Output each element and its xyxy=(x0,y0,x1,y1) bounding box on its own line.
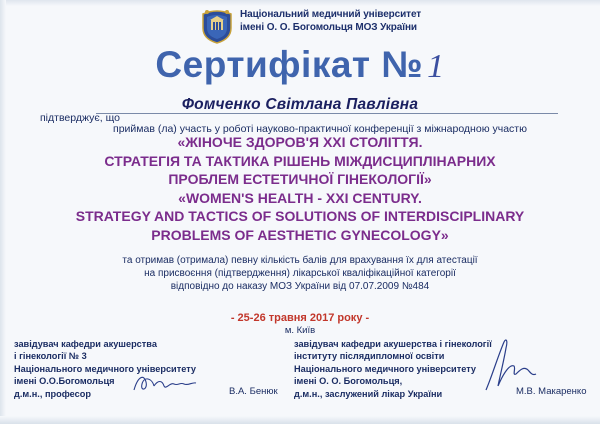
certificate-title xyxy=(0,44,600,86)
paper-edge-bottom xyxy=(0,416,600,424)
points-line-3: відповідно до наказу МОЗ України від 07.07.2009 №484 xyxy=(170,280,430,292)
left-signatory-name: В.А. Бенюк xyxy=(229,386,278,397)
university-name-line1: Національний медичний університет xyxy=(240,9,422,20)
participation-text: приймав (ла) участь у роботі науково-практичної конференції з міжнародною участю xyxy=(113,123,527,135)
left-signatory-line-2: і гінекології № 3 xyxy=(14,351,87,362)
conference-line-5: STRATEGY AND TACTICS OF SOLUTIONS OF INTERDISCIPLINARY xyxy=(75,208,525,224)
right-signatory-title xyxy=(294,338,492,400)
left-signature-icon xyxy=(130,368,200,398)
left-signatory-line-4: імені О.О.Богомольця xyxy=(14,376,115,387)
certificate-title-text: Сертифікат № xyxy=(155,44,424,85)
university-name-line2: імені О. О. Богомольця МОЗ України xyxy=(240,21,417,33)
right-signatory-line-1: завідувач кафедри акушерства і гінекології xyxy=(294,339,492,349)
recipient-name: Фомченко Світлана Павлівна xyxy=(181,96,419,113)
right-signatory-line-3: Національного медичного університету xyxy=(294,363,477,374)
points-text xyxy=(0,255,600,293)
certificate-number: 1 xyxy=(427,48,445,85)
conference-line-6: PROBLEMS OF AESTHETIC GYNECOLOGY» xyxy=(151,226,449,243)
paper-edge-top xyxy=(0,0,600,6)
conference-line-1: «ЖІНОЧЕ ЗДОРОВ'Я XXI СТОЛІТТЯ. xyxy=(177,134,423,150)
conference-line-4: «WOMEN'S HEALTH - XXI CENTURY. xyxy=(178,189,422,206)
right-signatory-line-2: інституту післядипломної освіти xyxy=(294,351,445,362)
conference-line-3: ПРОБЛЕМ ЕСТЕТИЧНОЇ ГІНЕКОЛОГІЇ» xyxy=(168,171,432,187)
right-signatory-name: М.В. Макаренко xyxy=(516,386,587,397)
conference-city: м. Київ xyxy=(284,325,316,336)
right-signatory-line-4: імені О. О. Богомольця, xyxy=(294,376,403,387)
conference-date: - 25-26 травня 2017 року - xyxy=(230,312,370,324)
points-line-1: та отримав (отримала) певну кількість балів для врахування їх для атестації xyxy=(122,255,478,266)
left-signatory-line-1: завідувач кафедри акушерства xyxy=(14,339,157,349)
conference-title xyxy=(0,133,600,244)
confirms-label: підтверджує, що xyxy=(40,112,120,124)
university-seal-icon xyxy=(199,8,235,44)
left-signatory-line-3: Національного медичного університету xyxy=(14,363,197,374)
left-signatory-line-5: д.м.н., професор xyxy=(14,388,91,399)
conference-line-2: СТРАТЕГІЯ ТА ТАКТИКА РІШЕНЬ МІЖДИСЦИПЛІНАРНИХ xyxy=(104,152,496,169)
points-line-2: на присвоєння (підтвердження) лікарської кваліфікаційної категорії xyxy=(144,267,456,279)
right-signatory-line-5: д.м.н., заслужений лікар України xyxy=(294,388,443,399)
university-name xyxy=(240,9,421,34)
